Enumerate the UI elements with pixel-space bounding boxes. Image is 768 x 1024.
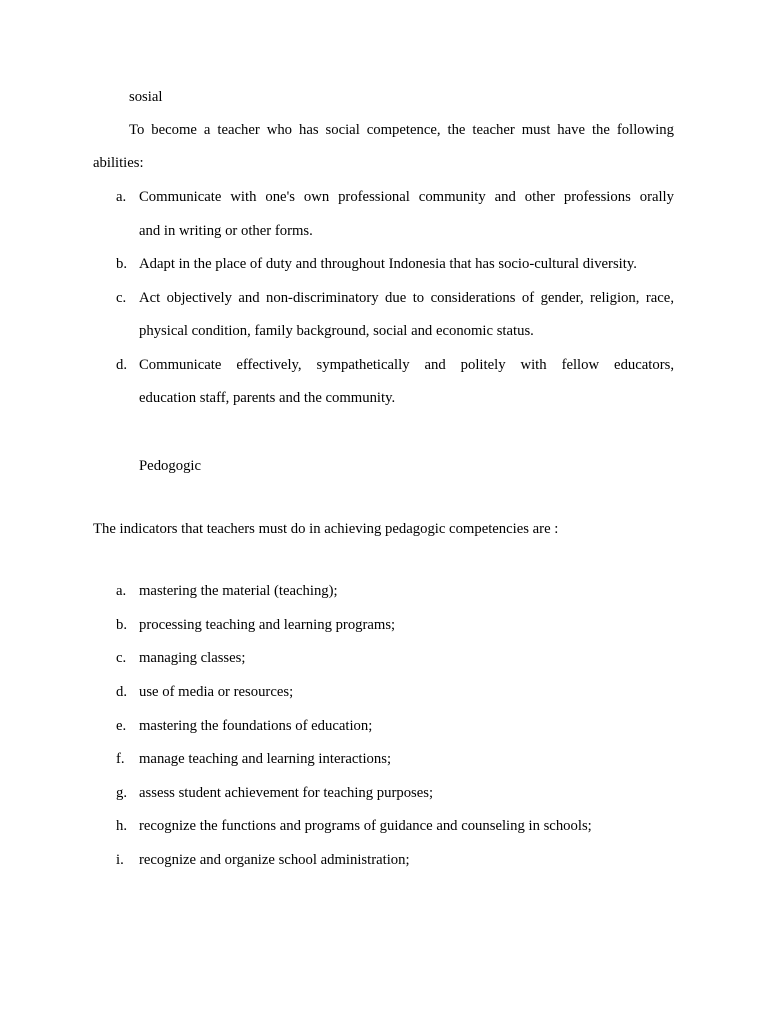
list-marker: b. [116, 256, 128, 272]
list-item-text: recognize and organize school administration; [139, 852, 410, 868]
list-item-text: manage teaching and learning interactions; [139, 751, 392, 767]
list-marker: c. [116, 290, 127, 306]
list-item-text: mastering the material (teaching); [139, 583, 338, 599]
list-item-text: use of media or resources; [139, 684, 294, 700]
social-intro-line-1: To become a teacher who has social competence, the teacher must have the following [129, 122, 674, 138]
list-marker: h. [116, 818, 128, 834]
list-item-text: mastering the foundations of education; [139, 718, 373, 734]
list-marker: d. [116, 357, 128, 373]
list-item-text: Communicate effectively, sympathetically and politely with fellow educators, [139, 357, 674, 373]
list-item-text-continued: and in writing or other forms. [139, 223, 313, 239]
list-item-text-continued: education staff, parents and the community. [139, 390, 396, 406]
list-marker: i. [116, 852, 124, 868]
social-intro-line-2: abilities: [93, 155, 144, 171]
list-item-text: Act objectively and non-discriminatory due to considerations of gender, religion, race, [139, 290, 674, 306]
pedagogic-intro: The indicators that teachers must do in achieving pedagogic competencies are : [93, 521, 559, 537]
list-item-text: assess student achievement for teaching purposes; [139, 785, 434, 801]
list-item-text: Adapt in the place of duty and throughout Indonesia that has socio-cultural diversity. [139, 256, 637, 272]
list-marker: b. [116, 617, 128, 633]
section-heading-social: sosial [129, 89, 163, 105]
list-item-text-continued: physical condition, family background, social and economic status. [139, 323, 534, 339]
list-item-text: processing teaching and learning programs; [139, 617, 396, 633]
list-marker: e. [116, 718, 127, 734]
list-marker: c. [116, 650, 127, 666]
list-item-text: Communicate with one's own professional community and other professions orally [139, 189, 674, 205]
list-marker: g. [116, 785, 128, 801]
list-item-text: managing classes; [139, 650, 246, 666]
section-heading-pedagogic: Pedogogic [139, 458, 202, 474]
list-marker: a. [116, 583, 127, 599]
list-marker: f. [116, 751, 125, 767]
list-item-text: recognize the functions and programs of guidance and counseling in schools; [139, 818, 592, 834]
list-marker: a. [116, 189, 127, 205]
list-marker: d. [116, 684, 128, 700]
